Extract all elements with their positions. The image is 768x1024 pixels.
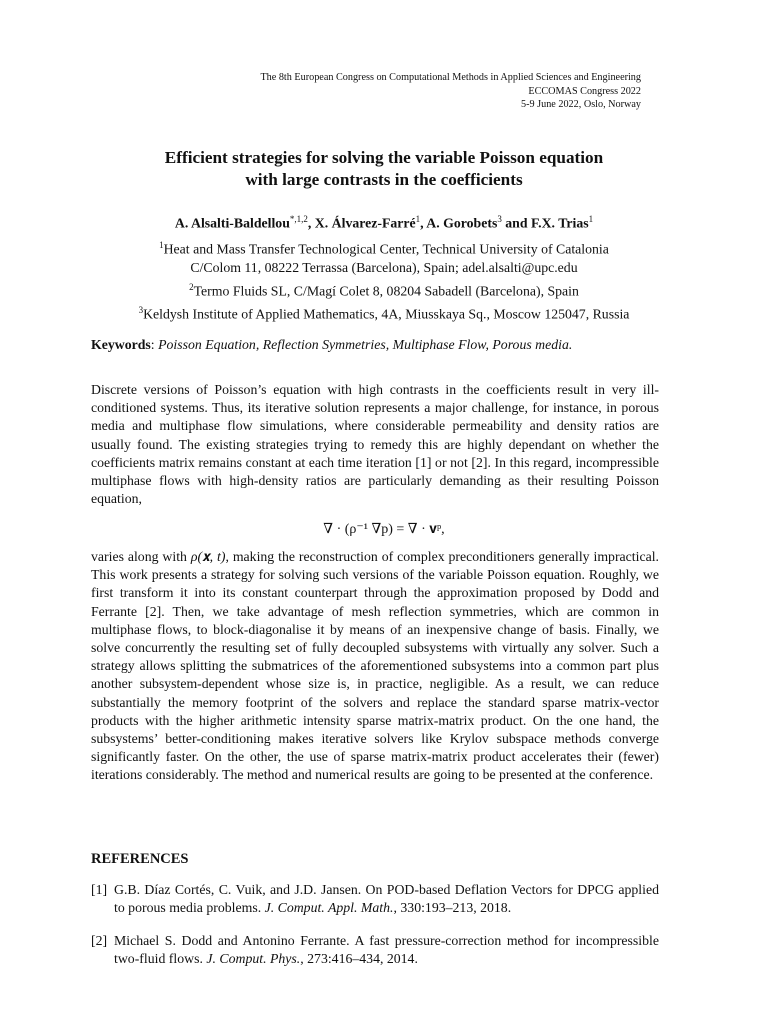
- poisson-equation: ∇ · (ρ⁻¹ ∇p) = ∇ · 𝐯ᵖ,: [323, 522, 445, 537]
- author-separator: ,: [420, 215, 427, 231]
- author-separator: and: [501, 215, 531, 231]
- reference-text: [114, 932, 659, 968]
- author-affil-marker: 1: [415, 214, 421, 224]
- affiliation-text: C/Colom 11, 08222 Terrassa (Barcelona), Spain; adel.alsalti@upc.edu: [190, 260, 578, 276]
- author-name: A. Alsalti-Baldellou: [174, 215, 290, 231]
- reference-body: G.B. Díaz Cortés, C. Vuik, and J.D. Jansen. On POD-based Deflation Vectors for DPCG applied to porous media problems.: [114, 882, 659, 916]
- reference-number: [2]: [91, 933, 108, 948]
- affiliation-marker: 3: [138, 304, 144, 315]
- density-symbol: ρ(𝐱, t): [190, 549, 226, 564]
- affiliation-line: [0, 301, 768, 324]
- references-heading: REFERENCES: [91, 851, 189, 867]
- author-affil-marker: 1: [588, 214, 594, 224]
- reference-text: [114, 881, 659, 917]
- keywords-separator: :: [150, 337, 159, 352]
- reference-tail: , 273:416–434, 2014.: [300, 951, 418, 967]
- paper-title: [0, 147, 768, 190]
- reference-number: [1]: [91, 882, 108, 897]
- title-line-1: Efficient strategies for solving the variable Poisson equation: [164, 148, 604, 167]
- affiliation-text: Keldysh Institute of Applied Mathematics, 4A, Miusskaya Sq., Moscow 125047, Russia: [143, 306, 630, 322]
- paragraph-lead: varies along with: [91, 549, 191, 564]
- affiliation-text: Heat and Mass Transfer Technological Center, Technical University of Catalonia: [163, 241, 609, 257]
- author-name: A. Gorobets: [426, 215, 498, 231]
- abstract-paragraph-1: Discrete versions of Poisson’s equation with high contrasts in the coefficients result in very ill-conditioned systems. Thus, its iterative solution represents a major challenge, for instance, in porous media and multiphase flow simulations, where considerable permeability and density ratios are usually found. The existing strategies trying to remedy this are highly dependant on whether the coefficients matrix remains constant at each time iteration [1] or not [2]. In this regard, incompressible multiphase flows with high-density ratios are particularly demanding as their resulting Poisson equation,: [91, 382, 659, 507]
- affiliation-text: Termo Fluids SL, C/Magí Colet 8, 08204 Sabadell (Barcelona), Spain: [193, 283, 579, 299]
- header-line-3: 5-9 June 2022, Oslo, Norway: [521, 99, 641, 110]
- affiliation-marker: 1: [159, 240, 164, 250]
- author-list: [0, 210, 768, 233]
- keywords-label: Keywords: [91, 337, 151, 352]
- reference-body: Michael S. Dodd and Antonino Ferrante. A fast pressure-correction method for incompressible two-fluid flows.: [114, 933, 659, 967]
- affiliation-line: [0, 236, 768, 259]
- affiliation-line: [0, 278, 768, 301]
- author-name: X. Álvarez-Farré: [314, 215, 416, 231]
- affiliation-line: [0, 259, 768, 278]
- reference-tail: , 330:193–213, 2018.: [393, 900, 512, 916]
- author-name: F.X. Trias: [530, 215, 589, 231]
- affiliation-marker: 2: [189, 281, 194, 292]
- conference-header: [260, 71, 641, 112]
- abstract-paragraph-2: [91, 548, 659, 785]
- author-affil-marker: *,1,2: [289, 214, 308, 224]
- keywords-text: Poisson Equation, Reflection Symmetries, Multiphase Flow, Porous media.: [158, 337, 573, 352]
- paragraph-body: , making the reconstruction of complex preconditioners generally impractical. This work presents a strategy for solving such versions of the variable Poisson equation. Roughly, we first transform it into its constant counterpart through the approximation proposed by Dodd and Ferrante [2]. Then, we take advantage of mesh reflection symmetries, which are common in multiphase flows, to block-diagonalise it by means of an inexpensive change of basis. Finally, we solve concurrently the resulting set of fully decoupled subsystems with virtually any solver. Such a strategy allows splitting the submatrices of the aforementioned subsystems into a common part plus another subsystem-dependent whose size is, in practice, negligible. As a result, we can reduce substantially the memory footprint of the solvers and replace the standard sparse matrix-vector products with the higher arithmetic intensity sparse matrix-matrix product. On the one hand, the subsystems’ better-conditioning makes iterative solvers like Krylov subspace methods converge significantly faster. On the other, the use of sparse matrix-matrix product accelerates their (fewer) iterations considerably. The method and numerical results are going to be presented at the conference.: [91, 549, 659, 783]
- reference-journal: J. Comput. Phys.: [206, 951, 301, 967]
- header-line-2: ECCOMAS Congress 2022: [528, 85, 641, 97]
- keywords: [91, 336, 681, 354]
- title-line-2: with large contrasts in the coefficients: [245, 169, 523, 189]
- author-affil-marker: 3: [497, 214, 502, 224]
- header-line-1: The 8th European Congress on Computational Methods in Applied Sciences and Engineering: [260, 72, 641, 83]
- affiliations: [0, 236, 768, 324]
- author-separator: ,: [307, 215, 315, 231]
- reference-journal: J. Comput. Appl. Math.: [264, 900, 394, 916]
